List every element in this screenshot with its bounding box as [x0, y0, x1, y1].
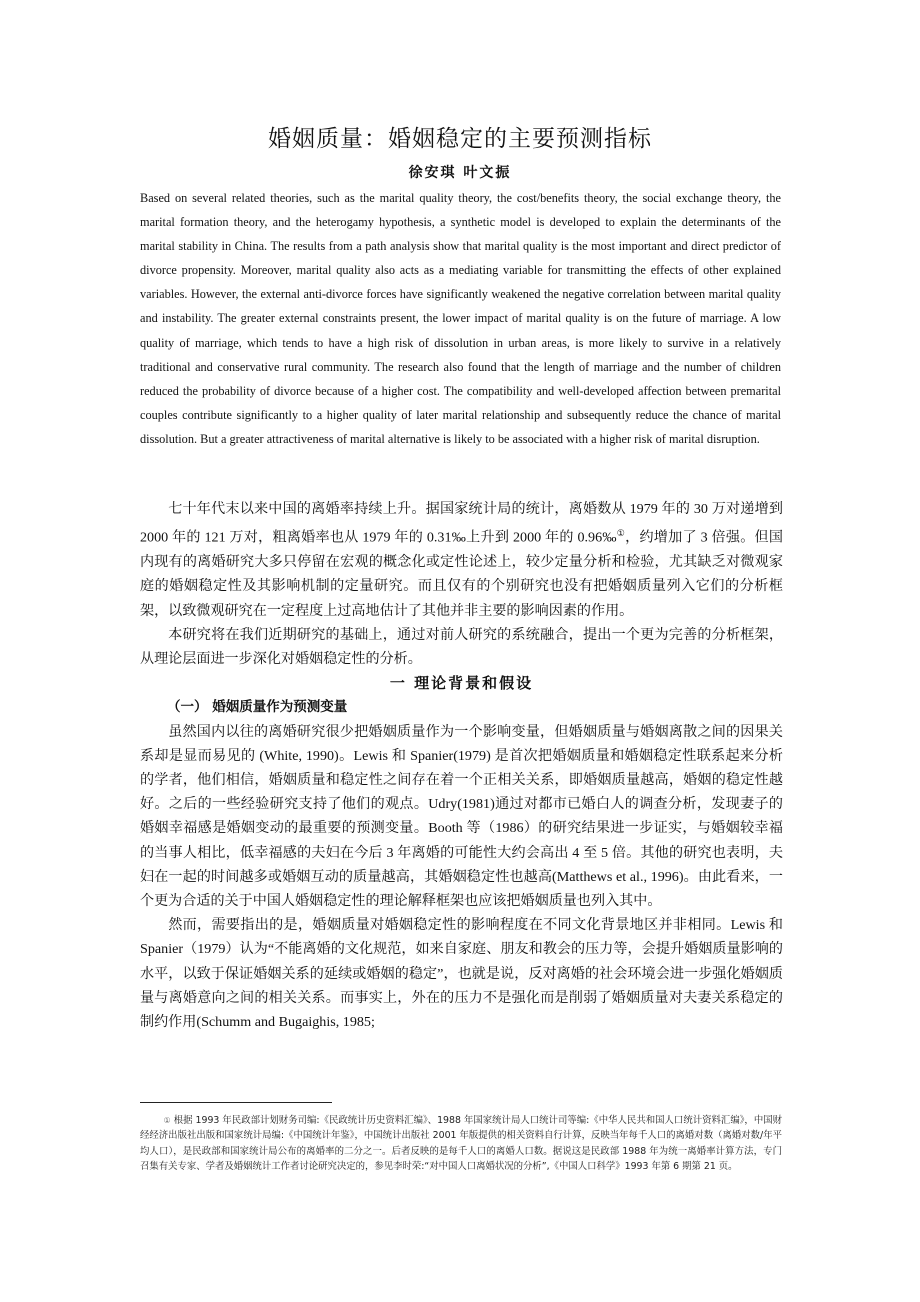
- abstract: Based on several related theories, such as the marital quality theory, the cost/benefits theory, the social exchange theory, the marital formation theory, and the heterogamy hypothesis, a synthetic model is developed to explain the determinants of the marital stability in China. The results from a path analysis show that marital quality is the most important and direct predictor of divorce propensity. Moreover, marital quality also acts as a mediating variable for transmitting the effects of other explained variables. However, the external anti-divorce forces have significantly weakened the negative correlation between marital quality and instability. The greater external constraints present, the lower impact of marital quality is on the future of marriage. A low quality of marriage, which tends to have a high risk of dissolution in urban areas, is more likely to survive in a relatively traditional and conservative rural community. The research also found that the length of marriage and the number of children reduced the probability of divorce because of a higher cost. The compatibility and well-developed affection between premarital couples contribute significantly to a higher quality of later marital relationship and subsequently reduce the chance of marital dissolution. But a greater attractiveness of marital alternative is likely to be associated with a higher risk of marital disruption.: [140, 191, 781, 446]
- footnote-divider: [140, 1102, 332, 1103]
- footnote-reference[interactable]: ①: [616, 528, 626, 539]
- body-text: [140, 497, 783, 1034]
- footnote-mark: ①: [163, 1116, 171, 1125]
- intro-paragraph-1: [140, 497, 783, 623]
- paper-authors: 徐安琪 叶文振: [408, 165, 512, 181]
- intro-paragraph-1-text-b: ，约增加了 3 倍强。但国内现有的离婚研究大多只停留在宏观的概念化或定性论述上，较少定量分析和检验，尤其缺乏对微观家庭的婚姻稳定性及其影响机制的定量研究。而且仅有的个别研究也没有把婚姻质量列入它们的分析框架，以致微观研究在一定程度上过高地估计了其他并非主要的影响因素的作用。: [140, 529, 784, 619]
- subsection-heading: （一） 婚姻质量作为预测变量: [167, 699, 348, 716]
- intro-paragraph-2: 本研究将在我们近期研究的基础上，通过对前人研究的系统融合，提出一个更为完善的分析框架，从理论层面进一步深化对婚姻稳定性的分析。: [140, 626, 783, 667]
- section-paragraph-1: 虽然国内以往的离婚研究很少把婚姻质量作为一个影响变量，但婚姻质量与婚姻离散之间的因果关系却是显而易见的 (White, 1990)。Lewis 和 Spanier(1979) 是首次把婚姻质量和婚姻稳定性联系起来分析的学者，他们相信，婚姻质量和稳定性之间存在着一个正相关关系，即婚姻质量越高，婚姻的稳定性越好。之后的一些经验研究支持了他们的观点。Udry(1981)通过对都市已婚白人的调查分析，发现妻子的婚姻幸福感是婚姻变动的最重要的预测变量。Booth 等（1986）的研究结果进一步证实，与婚姻较幸福的当事人相比，低幸福感的夫妇在今后 3 年离婚的可能性大约会高出 4 至 5 倍。其他的研究也表明，夫妇在一起的时间越多或婚姻互动的质量越高，其婚姻稳定性也越高(Matthews et al., 1996)。由此看来，一个更为合适的关于中国人婚姻稳定性的理论解释框架也应该把婚姻质量也列入其中。: [140, 723, 783, 909]
- section-paragraph-2: 然而，需要指出的是，婚姻质量对婚姻稳定性的影响程度在不同文化背景地区并非相同。Lewis 和 Spanier（1979）认为“不能离婚的文化规范，如来自家庭、朋友和教会的压力等，会提升婚姻质量影响的水平，以致于保证婚姻关系的延续或婚姻的稳定”，也就是说，反对离婚的社会环境会进一步强化婚姻质量与离婚意向之间的相关关系。而事实上，外在的压力不是强化而是削弱了婚姻质量对夫妻关系稳定的制约作用(Schumm and Bugaighis, 1985;: [140, 917, 783, 1030]
- section-heading: 一 理论背景和假设: [389, 674, 534, 693]
- footnote: [140, 1113, 782, 1174]
- intro-paragraph-1-text-a: 七十年代末以来中国的离婚率持续上升。据国家统计局的统计，离婚数从 1979 年的 30 万对递增到 2000 年的 121 万对，粗离婚率也从 1979 年的 0.31‰上升到 2000 年的 0.96‰: [140, 501, 783, 546]
- paper-title: 婚姻质量：婚姻稳定的主要预测指标: [268, 126, 652, 152]
- footnote-text: 根据 1993 年民政部计划财务司编:《民政统计历史资料汇编》、1988 年国家统计局人口统计司等编:《中华人民共和国人口统计资料汇编》，中国财经经济出版社出版和国家统计局编:《中国统计年鉴》，中国统计出版社 2001 年版提供的相关资料自行计算，反映当年每千人口的离婚对数（离婚对数/年平均人口），是民政部和国家统计局公布的离婚率的二分之一。后者反映的是每千人口的离婚人口数。据说这是民政部 1988 年为统一离婚率计算方法，专门召集有关专家、学者及婚姻统计工作者讨论研究决定的，参见李时荣:“对中国人口离婚状况的分析”,《中国人口科学》1993 年第 6 期第 21 页。: [140, 1115, 783, 1172]
